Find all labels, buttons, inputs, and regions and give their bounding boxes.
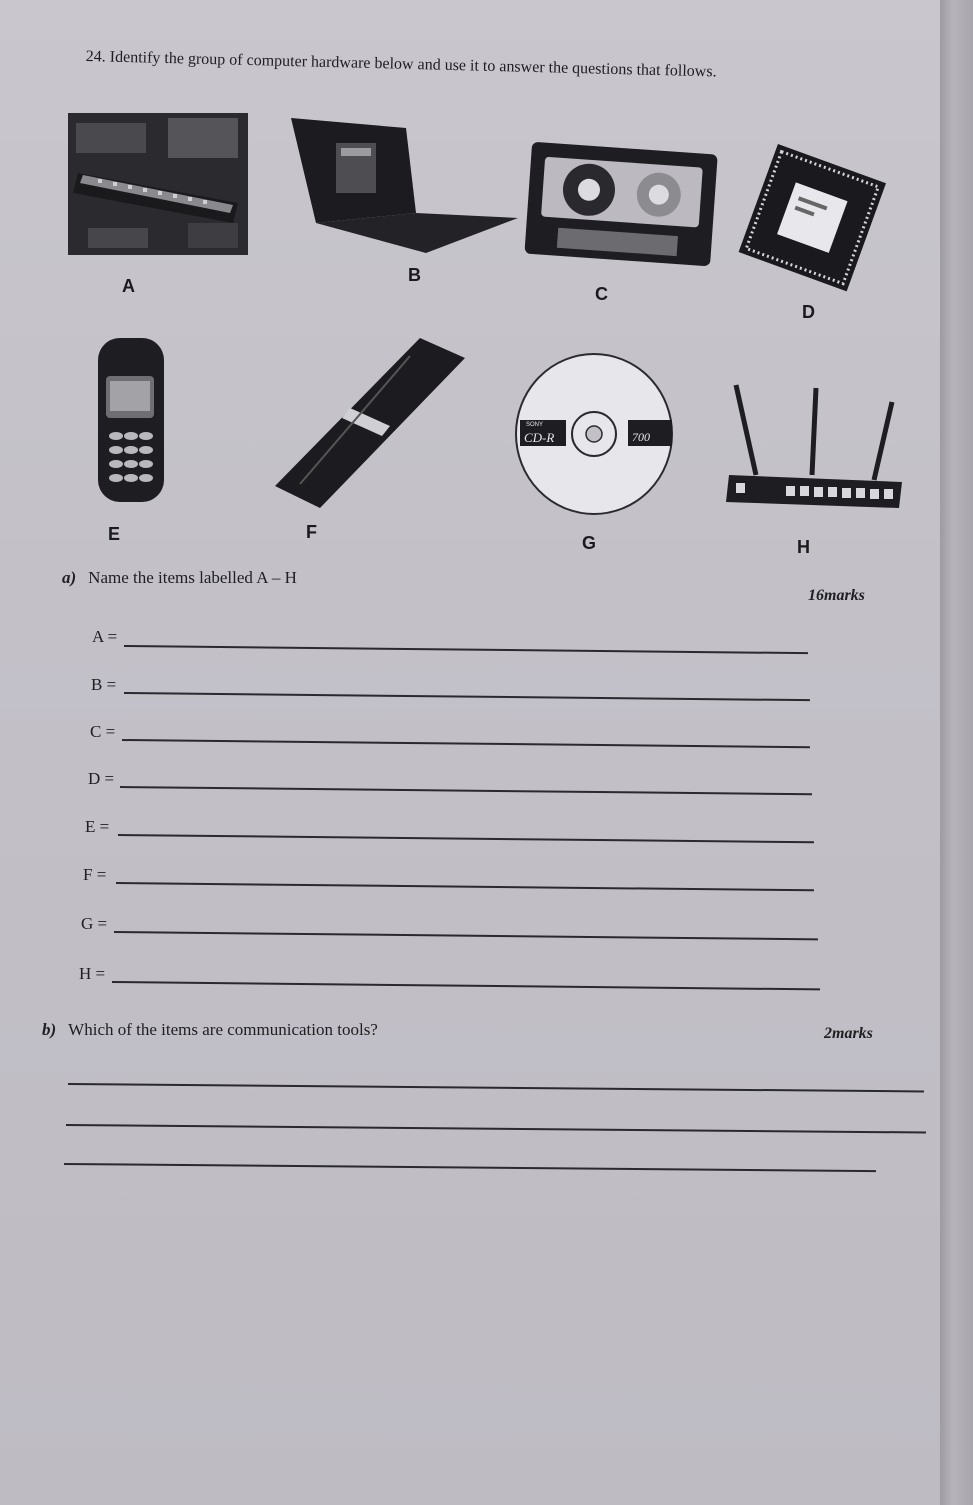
answer-h-label: H = — [79, 964, 106, 983]
question-title: 24. Identify the group of computer hardware below and use it to answer the questions that follows. — [85, 48, 717, 81]
laptop-icon — [286, 118, 521, 258]
image-label-h: H — [797, 537, 810, 557]
part-a-marks: 16marks — [808, 587, 865, 604]
part-a-prompt — [62, 568, 297, 588]
answer-d-label: D = — [88, 769, 115, 788]
cd-r-disc-icon — [512, 350, 677, 518]
part-b-text: Which of the items are communication tools? — [68, 1020, 378, 1039]
answer-a-label: A = — [92, 627, 118, 646]
image-label-f: F — [306, 522, 317, 542]
answer-b-label: B = — [91, 675, 117, 694]
cd-brand: SONY — [526, 422, 544, 428]
image-label-b: B — [408, 265, 421, 285]
image-label-e: E — [108, 524, 121, 544]
answer-g-label: G = — [81, 914, 108, 933]
part-b-letter: b) — [42, 1020, 57, 1039]
image-label-a: A — [122, 276, 135, 296]
cd-capacity: 700 — [632, 430, 650, 444]
ram-stick-icon — [270, 336, 470, 511]
part-a-text: Name the items labelled A – H — [88, 568, 297, 587]
part-b-prompt — [42, 1020, 378, 1040]
image-label-c: C — [595, 284, 608, 304]
page-edge — [940, 0, 973, 1505]
image-label-d: D — [802, 302, 815, 322]
mobile-phone-icon — [94, 336, 169, 506]
answer-c-label: C = — [90, 722, 116, 741]
processor-chip-icon — [735, 140, 890, 295]
image-label-g: G — [582, 533, 597, 553]
answer-e-label: E = — [85, 817, 110, 836]
cd-type: CD-R — [524, 430, 555, 445]
router-icon — [724, 380, 904, 515]
part-a-letter: a) — [62, 568, 77, 587]
motherboard-ram-slot-photo — [68, 113, 248, 255]
cassette-tape-icon — [520, 140, 720, 270]
answer-f-label: F = — [83, 865, 107, 884]
part-b-marks: 2marks — [824, 1025, 873, 1042]
